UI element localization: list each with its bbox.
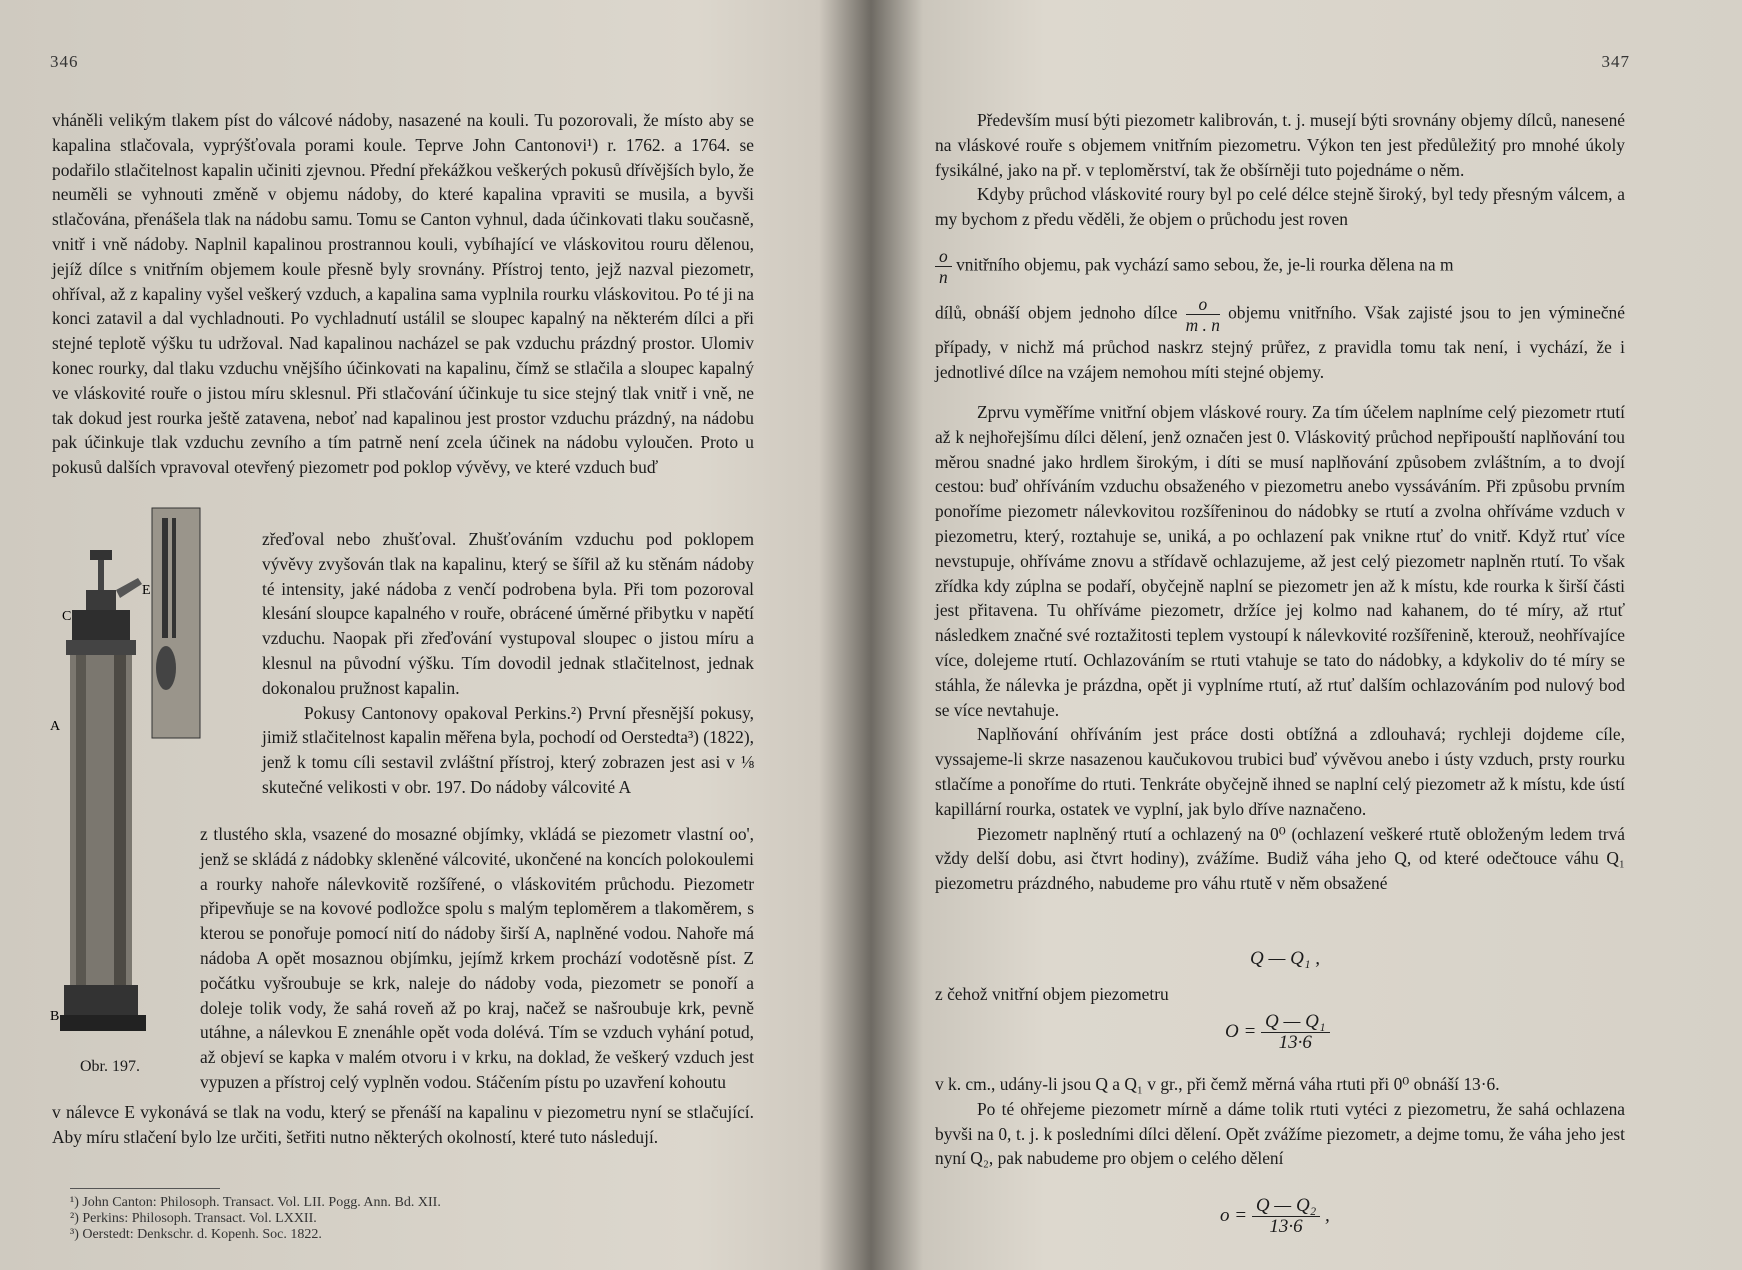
figure-label: B — [50, 1009, 60, 1024]
paragraph-wrap — [200, 822, 754, 1095]
figure-label: C — [62, 609, 72, 624]
equation: O = $\frac{\text{Q — Q₁}}{13\cdot 6}$ — [1225, 1012, 1330, 1053]
paragraph-text: Naplňování ohříváním jest práce dosti obtížná a zdlouhavá; rychleji dojdeme cíle, vyssajeme-li skrze nasazenou kaučukovou trubici buď vývěvou anebo i ústy vzduch, prsty rourku stlačíme a ponoříme do rtuti. Tenkráte obyčejně ihned se naplní celý piezometr až k místu, kde ústí kapillární rourka, ostatek ve vyplní, jak bylo dříve naznačeno. — [935, 724, 1625, 819]
paragraph-text: vnitřního objemu, pak vychází samo sebou, že, je-li rourka dělena na m — [956, 254, 1454, 275]
fraction: $\frac{o}{m . n}$ — [1185, 294, 1220, 335]
footnote: ²) Perkins: Philosoph. Transact. Vol. LXXII. — [70, 1211, 317, 1226]
paragraph-text: Kdyby průchod vláskovité roury byl po celé délce stejně široký, byl tedy přesným válcem, a my bychom z předu věděli, že objem o průchodu jest roven — [935, 184, 1625, 230]
paragraph-wrap — [262, 527, 754, 800]
page-number: 347 — [1601, 52, 1630, 71]
left-page — [0, 0, 830, 1270]
paragraph-text: objemu vnitřního. Však zajisté jsou to jen výminečné případy, v nichž má průchod naskrz stejný průřez, z pravidla tomu tak není, i vychází, že i jednotlivé dílce na vzájem nemohou míti stejné objemy. — [935, 302, 1625, 382]
right-page — [880, 0, 1742, 1270]
paragraph — [935, 982, 1625, 1007]
paragraph — [935, 294, 1625, 385]
figure-label: E — [142, 583, 151, 598]
paragraph — [935, 246, 1625, 287]
paragraph-text: v k. cm., udány-li jsou Q a Q₁ v gr., při čemž měrná váha rtuti při 0⁰ obnáší 13·6. — [935, 1074, 1500, 1094]
paragraph-text: Pokusy Cantonovy opakoval Perkins.²) První přesnější pokusy, jimiž stlačitelnost kapalin měřena byla, pochodí od Oerstedta³) (1822), jenž k tomu cíli sestavil zvláštní přístroj, který zobrazen jest asi v ⅛ skutečné velikosti v obr. 197. Do nádoby válcovité A — [262, 702, 755, 797]
paragraph — [935, 1072, 1625, 1171]
fraction: $\frac{o}{n}$ — [935, 246, 952, 287]
footnotes — [70, 1195, 750, 1243]
paragraph-text: Po té ohřejeme piezometr mírně a dáme tolik rtuti vytéci z piezometru, že sahá ochlazena byvši na 0, t. j. k posledními dílci dělení. Opět zvážíme piezometr, a dejme tomu, že váha jeho jest nyní Q₂, pak nabudeme pro objem o celého dělení — [935, 1098, 1625, 1169]
paragraph — [935, 108, 1625, 232]
paragraph-text: zřeďoval nebo zhušťoval. Zhušťováním vzduchu pod poklopem vývěvy zvyšován tlak na kapalinu, který se šířil až ku stěnám nádoby té intensity, jaké nádoba z venčí podrobena byla. Při tom pozoroval klesání sloupce kapalného v rouře, obrácené úměrné přibytku v napětí vzduchu. Naopak při zřeďování vystupoval sloupec o jistou míru a klesnul na původní výšku. Tím dovodil jednak stlačitelnost, jednak dokonalou pružnost kapalin. — [262, 529, 754, 698]
figure-caption: Obr. 197. — [80, 1058, 140, 1075]
paragraph-text: vháněli velikým tlakem píst do válcové nádoby, nasazené na kouli. Tu pozorovali, že místo aby se kapalina stlačovala, vyprýšťovala porami koule. Teprve John Cantonovi¹) r. 1762. a 1764. se podařilo stlačitelnost kapalin učiniti zjevnou. Přední překážkou veškerých pokusů dřívějších bylo, že neuměli se vyhnouti změně v objemu nádoby, do které kapalina vpraviti se musila, a byvši stlačována, přenášela tlak na nádobu samu. Tomu se Canton vyhnul, dada účinkovati tlaku současně, vnitř i vně nádoby. Naplnil kapalinou prostrannou kouli, vybíhající ve vláskovitou rouru dělenou, jejíž dílce s vnitřním objemem koule přesně byly srovnány. Přístroj tento, jejž nazval piezometr, ohříval, až z kapaliny vyšel veškerý vzduch, a kapalina sama vyplnila rourku vláskovitou. Po té ji na konci zatavil a dal vychladnouti. Po vychladnutí ustálil se sloupec kapalný na některém dílci a při stejné teplotě výšku tu udržoval. Nad kapalinou nacházel se pak vzduchu prázdný prostor. Ulomiv konec rourky, dal tlaku vzduchu vnějšího účinkovati na kapalinu, čímž se stlačila a sloupec kapalný ve vláskovité rouře o jistou míru sklesnul. Při stlačování účinkuje tu sice stejný tlak vnitř i vně, ne tak dokud jest rourka ještě zatavena, neboť nad kapalinou jest prostor vzduchu prázdný, na nádobu pak účinkuje tlak vzduchu zevního a tím patrně není zcela účinek na nádobu vyloučen. Proto u pokusů dalších vpravoval otevřený piezometr pod poklop vývěvy, ve které vzduch buď — [52, 110, 754, 478]
footnote: ³) Oerstedt: Denkschr. d. Kopenh. Soc. 1822. — [70, 1227, 322, 1242]
paragraph — [935, 400, 1625, 896]
equation: o = $\frac{\text{Q — Q₂}}{13\cdot 6}$ , — [1220, 1195, 1330, 1237]
figure-label: A — [50, 719, 61, 734]
paragraph — [52, 108, 754, 480]
paragraph-text: Piezometr naplněný rtutí a ochlazený na 0⁰ (ochlazení veškeré rtutě obloženým ledem trvá vždy delší dobu, asi čtvrt hodiny), zvážíme. Budiž váha jeho Q, od které odečtouce váhu Q₁ piezometru prázdného, nabudeme pro váhu rtutě v něm obsažené — [935, 823, 1625, 894]
paragraph-text: v nálevce E vykonává se tlak na vodu, který se přenáší na kapalinu v piezometru nyní se stlačující. Aby míru stlačení bylo lze určiti, šetřiti nutno některých okolností, které tuto následují. — [52, 1102, 754, 1147]
paragraph-text: z tlustého skla, vsazené do mosazné objímky, vkládá se piezometr vlastní oo', jenž se skládá z nádobky skleněné válcovité, ukončené na koncích polokoulemi a rourky nahoře nálevkovitě rozšířené, o vláskovitém průchodu. Piezometr připevňuje se na kovové podložce spolu s malým teploměrem a tlakoměrem, s kterou se ponořuje pomocí nití do nádoby širší A, naplněné vodou. Nahoře má nádoba A opět mosaznou objímku, jejímž krkem prochází vodotěsně píst. Z počátku vyšroubuje se krk, naleje do nádoby voda, piezometr se ponoří a doleje tolik vody, že sahá roveň až po kraj, načež se našroubuje krk, pevně utáhne, a nálevkou E znenáhle opět voda dolévá. Tím se vzduch vyhání potud, až objeví se kapka v malém otvoru i v krku, na doklad, že veškerý vzduch jest vypuzen a přístroj celý vyplněn vodou. Stáčením pístu po uzavření kohoutu — [200, 824, 754, 1092]
footnote-rule — [70, 1188, 220, 1189]
page-number: 346 — [50, 52, 79, 71]
footnote: ¹) John Canton: Philosoph. Transact. Vol. LII. Pogg. Ann. Bd. XII. — [70, 1195, 441, 1210]
paragraph-text: dílů, obnáší objem jednoho dílce — [935, 302, 1178, 323]
paragraph-end — [52, 1100, 754, 1150]
paragraph-text: Především musí býti piezometr kalibrován, t. j. musejí býti srovnány objemy dílců, nanesené na vláskové rouře s objemem vnitřním piezometru. Výkon ten jest předůležitý pro mnohé úkoly fysikálné, jako na př. v teploměrství, tak že obšírněji tuto pojednáme o něm. — [935, 110, 1625, 180]
equation: Q — Q₁ , — [1250, 948, 1320, 969]
paragraph-text: z čehož vnitřní objem piezometru — [935, 984, 1169, 1004]
apparatus-figure — [50, 550, 188, 1055]
paragraph-text: Zprvu vyměříme vnitřní objem vláskové roury. Za tím účelem naplníme celý piezometr rtutí až k nejhořejšímu dílci dělení, jenž označen jest 0. Vláskovitý průchod nepřipouští naplňování tou měrou snadné jako hrdlem širokým, i díti se musí naplňování způsobem zvláštním, a to dvojí cestou: buď ohříváním vzduchu obsaženého v piezometru anebo vyssáváním. Při způsobu prvním ponoříme piezometr nálevkovitou rozšířeninou do nádobky se rtutí a zvolna ohříváme vzduch v piezometru, který, roztahuje se, uniká, a po ochlazení pak vnikne rtuť do vnitř. Když rtuť více nevstupuje, ohříváme znovu a střídavě ochlazujeme, až jest celý piezometr naplněn rtutí. To však zřídka kdy zúplna se podaří, obyčejně naplní se piezometr jen až k místu, kde rourka k širší části jest přitavena. Tu ohříváme piezometr, držíce jej kolmo nad kahanem, do té míry, až rtuť následkem značné své roztažitosti teplem vystoupí k nálevkovité rozšířenině, kterouž, neohřívajíce více, dolejeme rtutí. Ochlazováním se rtuti vtahuje se tato do nádobky, a kdykoliv do té míry se stáhla, že nálevka je prázdna, opět ji vyplníme rtutí, až rtuť dalším ochlazováním pod nulový bod se více nevtahuje. — [935, 402, 1625, 720]
